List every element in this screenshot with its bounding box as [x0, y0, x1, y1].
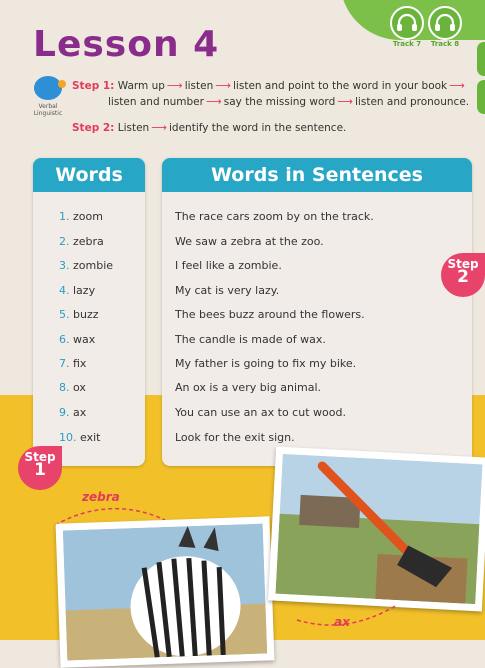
word-text: zoom [73, 210, 103, 223]
sentence-item: We saw a zebra at the zoo. [175, 235, 324, 248]
step-2-badge [441, 253, 485, 297]
instruction-text: Warm up [117, 80, 165, 92]
word-number: 9. [59, 406, 70, 419]
instruction-text: listen and point to the word in your book [233, 80, 448, 92]
arrow-icon: ⟶ [449, 79, 465, 92]
instruction-text: say the missing word [223, 96, 336, 108]
word-number: 10. [59, 431, 77, 444]
ax-photo [268, 447, 485, 612]
step2-line [72, 120, 469, 136]
word-item [59, 381, 86, 394]
words-panel [33, 158, 145, 466]
word-number: 2. [59, 235, 70, 248]
track-label: Track 7 [392, 40, 422, 48]
sentence-item: The candle is made of wax. [175, 333, 326, 346]
word-number: 1. [59, 210, 70, 223]
zebra-photo [56, 516, 275, 667]
word-number: 5. [59, 308, 70, 321]
sentence-item: The bees buzz around the flowers. [175, 308, 365, 321]
word-number: 6. [59, 333, 70, 346]
word-text: ax [73, 406, 87, 419]
step-badge-label: Step [24, 450, 56, 464]
headphones-icon [428, 6, 462, 40]
headphones-icon [390, 6, 424, 40]
intelligence-label: Verbal Linguistic [33, 103, 63, 117]
word-item [59, 259, 113, 272]
ax-image [275, 454, 482, 604]
word-item [59, 333, 95, 346]
word-item [59, 308, 99, 321]
word-text: fix [73, 357, 87, 370]
word-text: wax [73, 333, 96, 346]
sentence-item: My cat is very lazy. [175, 284, 280, 297]
step-badge-number: 1 [34, 460, 46, 480]
track-8-button[interactable] [428, 6, 465, 48]
step1-label: Step 1: [72, 80, 115, 92]
word-item [59, 284, 95, 297]
page-title: Lesson 4 [33, 24, 220, 65]
bird-beak-icon [58, 80, 66, 88]
word-item [59, 406, 86, 419]
word-item [59, 210, 103, 223]
step-badge-number: 2 [457, 267, 469, 287]
arrow-icon: ⟶ [337, 95, 354, 108]
instruction-text: identify the word in the sentence. [169, 122, 347, 134]
instruction-text: listen and number [108, 96, 204, 108]
arrow-icon: ⟶ [215, 79, 232, 92]
instruction-text: Listen [117, 122, 150, 134]
step-badge-label: Step [447, 257, 479, 271]
word-text: lazy [73, 284, 96, 297]
word-number: 7. [59, 357, 70, 370]
word-text: buzz [73, 308, 99, 321]
track-label: Track 8 [430, 40, 460, 48]
arrow-icon: ⟶ [151, 121, 167, 134]
bird-icon [34, 76, 62, 100]
ax-caption: ax [334, 615, 350, 629]
word-text: ox [73, 381, 86, 394]
side-tab [477, 42, 485, 76]
step1-line2 [72, 94, 469, 110]
track-7-button[interactable] [390, 6, 427, 48]
word-number: 4. [59, 284, 70, 297]
word-number: 3. [59, 259, 70, 272]
side-tab [477, 80, 485, 114]
words-panel-title: Words [33, 158, 145, 192]
sentence-item: My father is going to fix my bike. [175, 357, 357, 370]
step2-label: Step 2: [72, 122, 115, 134]
word-text: exit [80, 431, 101, 444]
arrow-icon: ⟶ [205, 95, 222, 108]
sentence-item: You can use an ax to cut wood. [175, 406, 346, 419]
sentence-item: The race cars zoom by on the track. [175, 210, 374, 223]
instructions [72, 78, 469, 136]
sentence-item: Look for the exit sign. [175, 431, 295, 444]
arrow-icon: ⟶ [166, 79, 183, 92]
word-item [59, 357, 86, 370]
sentence-item: I feel like a zombie. [175, 259, 282, 272]
word-text: zebra [73, 235, 104, 248]
sentences-panel [162, 158, 472, 466]
word-number: 8. [59, 381, 70, 394]
instruction-text: listen and pronounce. [355, 96, 470, 108]
dashed-arrow-icon [292, 600, 402, 630]
sentences-panel-title: Words in Sentences [162, 158, 472, 192]
instruction-text: listen [184, 80, 214, 92]
zebra-caption: zebra [82, 490, 120, 504]
word-text: zombie [73, 259, 114, 272]
word-item [59, 431, 100, 444]
sentence-item: An ox is a very big animal. [175, 381, 322, 394]
word-item [59, 235, 104, 248]
step-1-badge [18, 446, 62, 490]
step1-line1 [72, 78, 469, 94]
